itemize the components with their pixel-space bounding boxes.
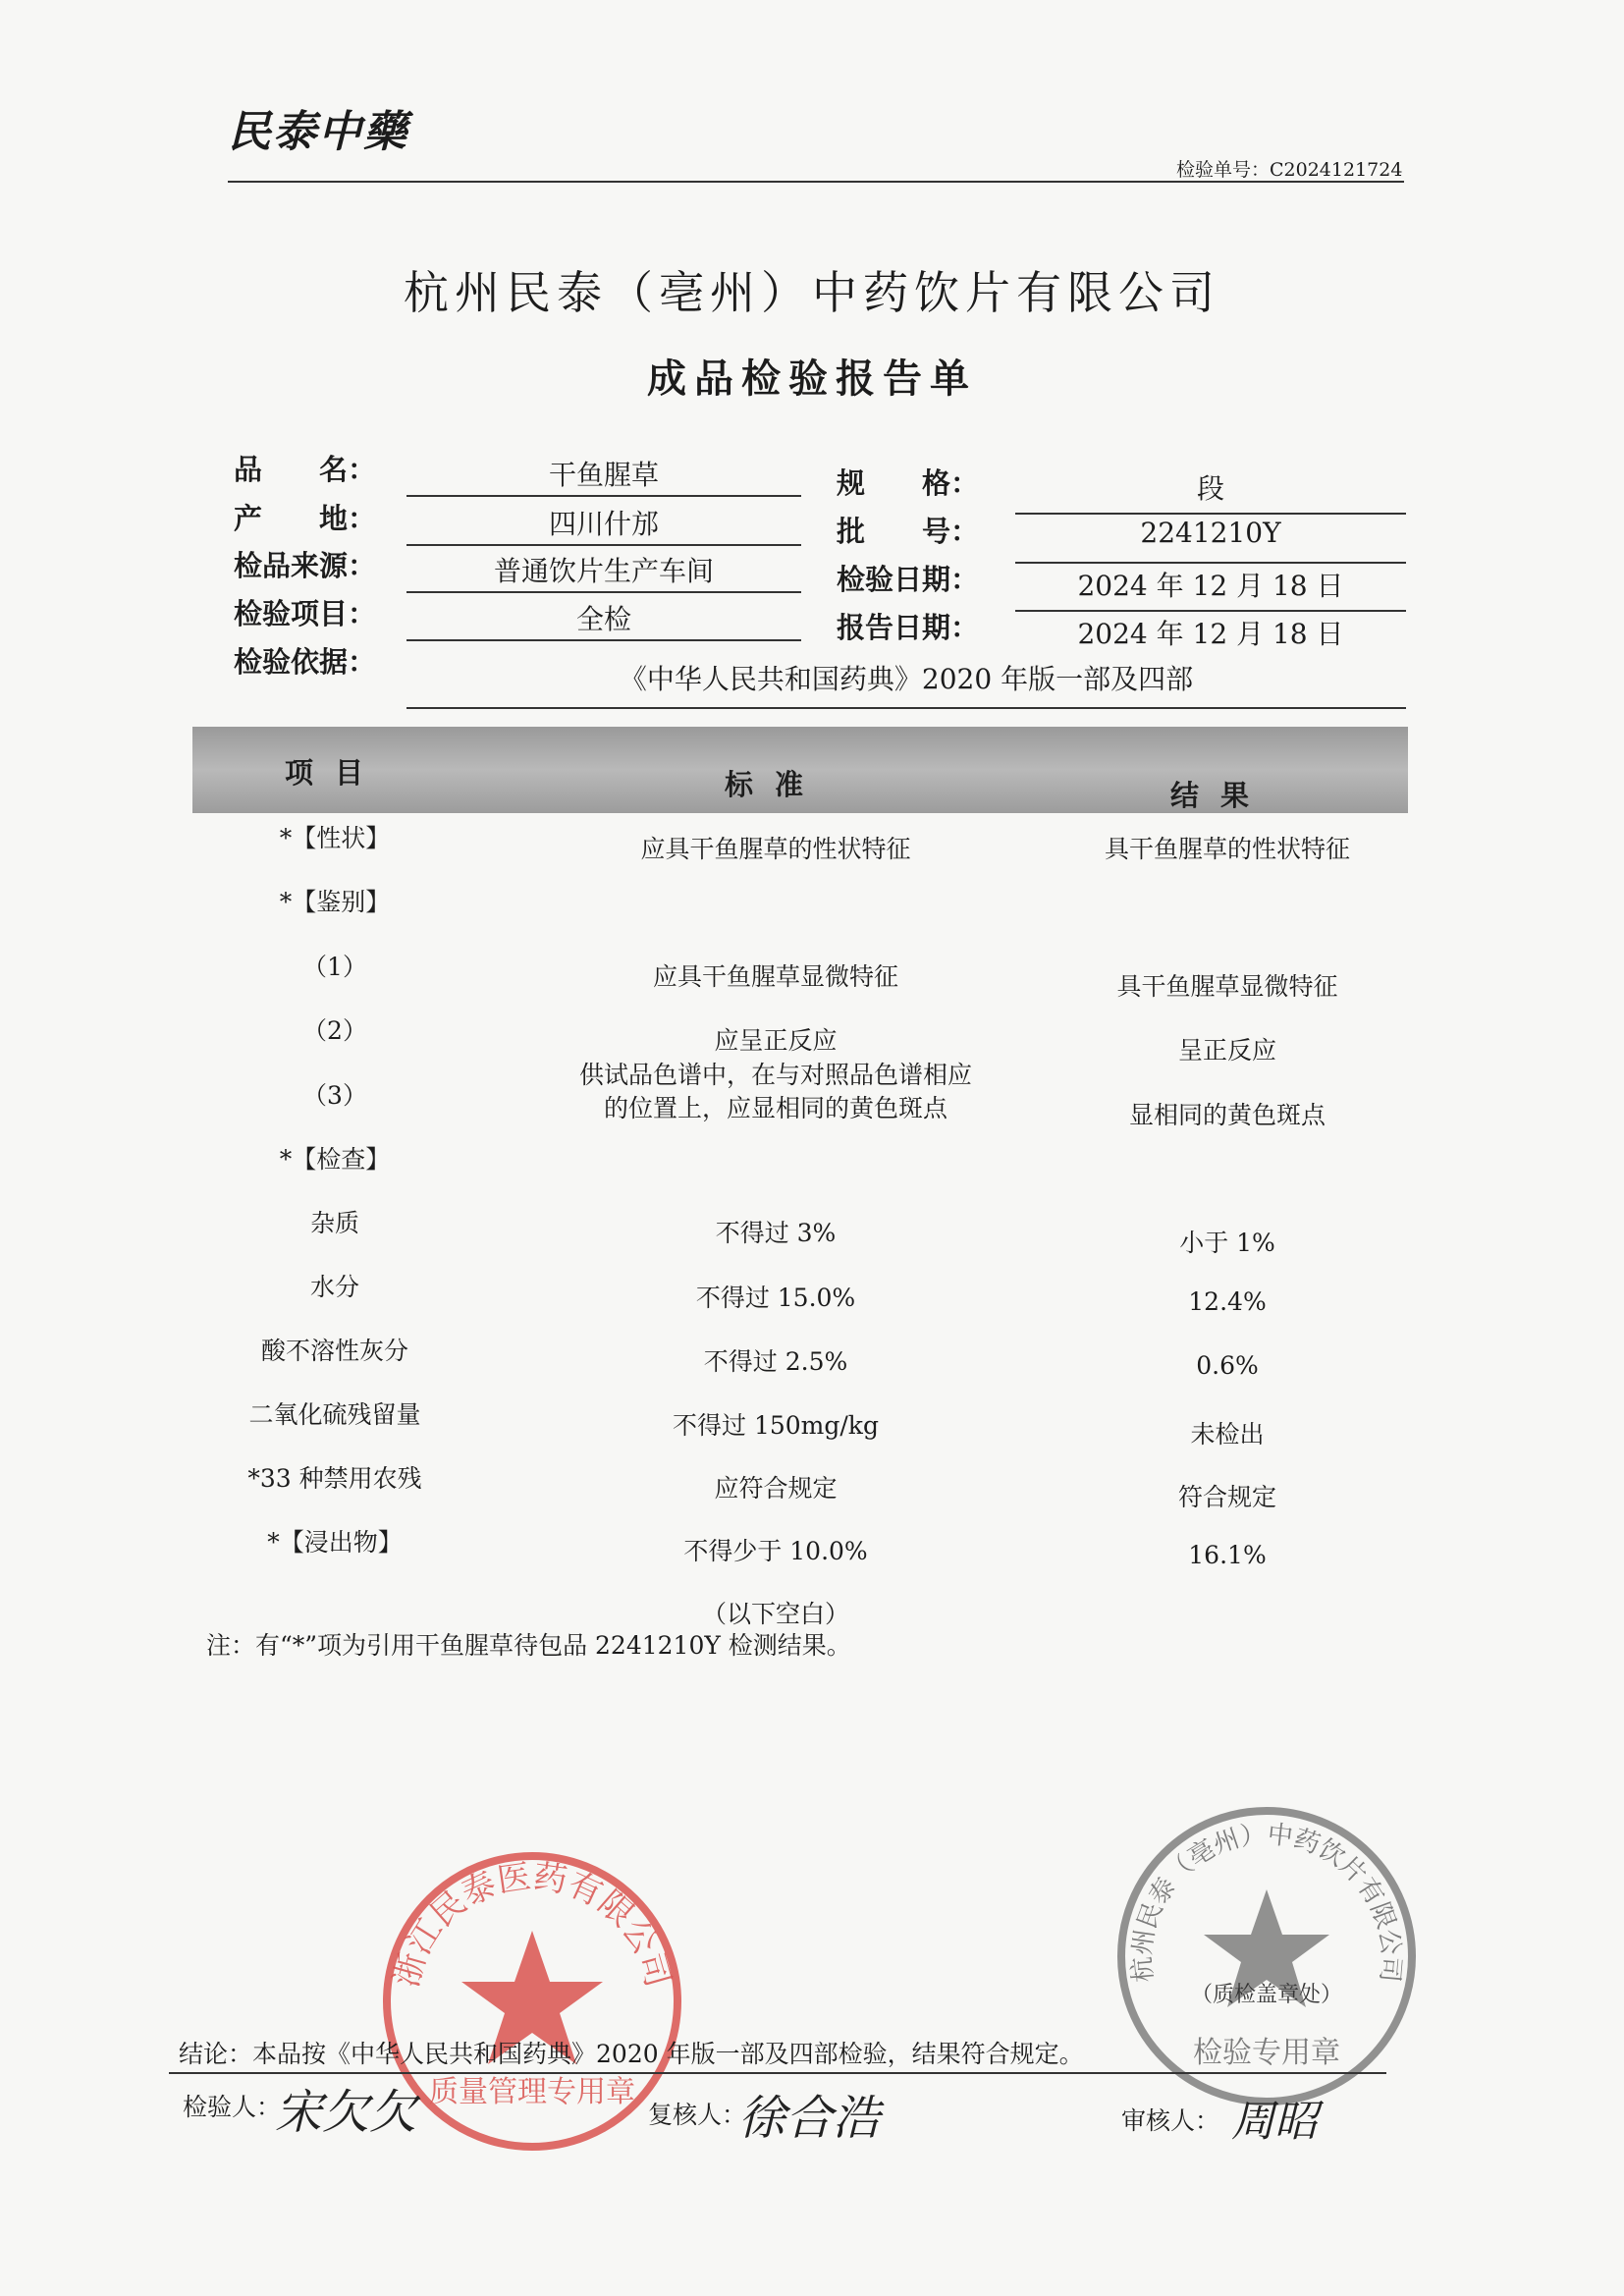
inspector-signature: 宋欠欠 bbox=[275, 2085, 417, 2140]
row-standard: 应符合规定 bbox=[714, 1474, 838, 1503]
auditor-label: 审核人： bbox=[1121, 2106, 1220, 2135]
spec-value: 段 bbox=[1015, 467, 1406, 515]
row-item: *【检查】 bbox=[279, 1145, 391, 1174]
red-seal-stamp bbox=[375, 1844, 689, 2159]
inspector-label: 检验人： bbox=[183, 2093, 282, 2121]
test-date-value: 2024 年 12 月 18 日 bbox=[1015, 565, 1406, 612]
row-result: 呈正反应 bbox=[1177, 1036, 1276, 1065]
row-item: （2） bbox=[302, 1016, 367, 1045]
name-label: 品 名： bbox=[234, 453, 377, 486]
header-item: 项目 bbox=[285, 756, 386, 790]
origin-label: 产 地： bbox=[234, 502, 377, 535]
test-item-label: 检验项目： bbox=[234, 597, 377, 630]
gray-seal-stamp bbox=[1110, 1799, 1424, 2113]
document-number: 检验单号：C2024121724 bbox=[1176, 159, 1403, 181]
row-result: 16.1% bbox=[1188, 1541, 1267, 1569]
red-seal-text: 浙江民泰医药有限公司 bbox=[386, 1856, 678, 1992]
row-item: *【鉴别】 bbox=[279, 888, 391, 916]
reviewer-signature: 徐合浩 bbox=[738, 2091, 881, 2146]
row-standard: 应具干鱼腥草显微特征 bbox=[652, 962, 898, 991]
row-result: 小于 1% bbox=[1179, 1229, 1275, 1257]
row-item: *【性状】 bbox=[279, 824, 391, 852]
row-item: 二氧化硫残留量 bbox=[248, 1400, 421, 1429]
reviewer-label: 复核人： bbox=[648, 2101, 747, 2129]
test-date-label: 检验日期： bbox=[837, 563, 980, 596]
row-standard: 应具干鱼腥草的性状特征 bbox=[640, 835, 911, 863]
row-result: 未检出 bbox=[1190, 1420, 1265, 1449]
report-date-value: 2024 年 12 月 18 日 bbox=[1077, 618, 1344, 650]
row-result: 具干鱼腥草的性状特征 bbox=[1104, 835, 1350, 863]
basis-value: 《中华人民共和国药典》2020 年版一部及四部 bbox=[406, 658, 1406, 709]
header-standard: 标准 bbox=[725, 768, 826, 801]
row-result: 显相同的黄色斑点 bbox=[1128, 1101, 1326, 1129]
report-title: 成品检验报告单 bbox=[647, 355, 977, 402]
brand-logo: 民泰中藥 bbox=[228, 107, 408, 157]
row-result: 具干鱼腥草显微特征 bbox=[1116, 972, 1338, 1001]
row-standard: 应呈正反应 bbox=[714, 1026, 838, 1055]
row-item: 水分 bbox=[309, 1273, 359, 1301]
gray-seal-subtext: 检验专用章 bbox=[1193, 2036, 1340, 2070]
header-divider bbox=[228, 181, 1404, 183]
company-name: 杭州民泰（亳州）中药饮片有限公司 bbox=[404, 266, 1220, 319]
row-standard: 不得过 3% bbox=[715, 1219, 837, 1247]
row-standard: 不得过 150mg/kg bbox=[673, 1411, 879, 1440]
row-item: 酸不溶性灰分 bbox=[260, 1337, 408, 1365]
source-value: 普通饮片生产车间 bbox=[406, 550, 801, 593]
row-item: （3） bbox=[302, 1081, 367, 1110]
row-result: 符合规定 bbox=[1177, 1483, 1276, 1511]
batch-value: 2241210Y bbox=[1015, 517, 1406, 564]
row-standard: 不得过 15.0% bbox=[695, 1284, 856, 1312]
origin-value: 四川什邡 bbox=[406, 503, 801, 546]
red-seal-subtext: 质量管理专用章 bbox=[429, 2075, 635, 2109]
row-item: *33 种禁用农残 bbox=[247, 1464, 422, 1493]
test-item-value: 全检 bbox=[406, 598, 801, 641]
basis-label: 检验依据： bbox=[234, 645, 377, 679]
row-standard: 不得过 2.5% bbox=[703, 1347, 848, 1376]
gray-seal-text: 杭州民泰（亳州）中药饮片有限公司 bbox=[1127, 1820, 1406, 1984]
table-end-text: （以下空白） bbox=[701, 1600, 849, 1628]
row-item: *【浸出物】 bbox=[267, 1528, 403, 1557]
row-item: （1） bbox=[302, 953, 367, 981]
row-item: 杂质 bbox=[309, 1209, 359, 1237]
row-standard: 供试品色谱中，在与对照品色谱相应的位置上，应显相同的黄色斑点 bbox=[578, 1061, 972, 1122]
footnote: 注：有“*”项为引用干鱼腥草待包品 2241210Y 检测结果。 bbox=[206, 1631, 851, 1660]
source-label: 检品来源： bbox=[234, 549, 377, 582]
spec-label: 规 格： bbox=[837, 466, 980, 500]
stamp-place-note: （质检盖章处） bbox=[1190, 1983, 1343, 2007]
report-date-label: 报告日期： bbox=[837, 611, 980, 644]
name-value: 干鱼腥草 bbox=[406, 454, 801, 497]
batch-label: 批 号： bbox=[837, 515, 980, 548]
row-result: 0.6% bbox=[1196, 1351, 1259, 1380]
row-result: 12.4% bbox=[1188, 1287, 1267, 1316]
conclusion: 结论：本品按《中华人民共和国药典》2020 年版一部及四部检验，结果符合规定。 bbox=[179, 2040, 1084, 2068]
header-result: 结果 bbox=[1170, 779, 1272, 812]
row-standard: 不得少于 10.0% bbox=[683, 1537, 868, 1565]
auditor-signature: 周昭 bbox=[1231, 2097, 1318, 2147]
